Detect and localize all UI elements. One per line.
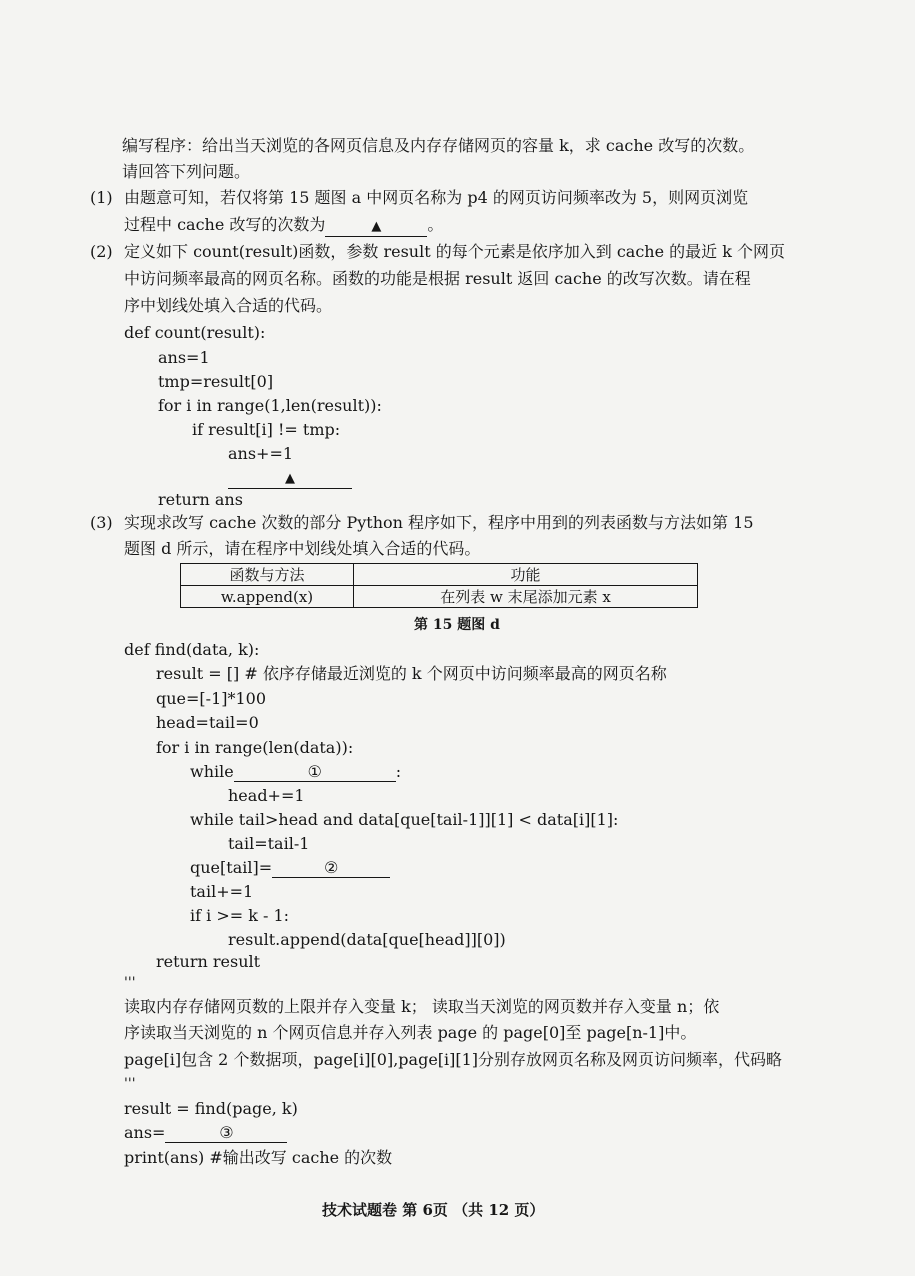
intro-line-1: 编写程序：给出当天浏览的各网页信息及内存存储网页的容量 k，求 cache 改写的次数。 [122,136,755,155]
docstring-open: ''' [124,975,136,991]
q2-code-for: for i in range(1,len(result)): [158,396,382,415]
q2-code-return: return ans [158,490,243,509]
blank-2-marker: ② [323,858,339,877]
table-header-method: 函数与方法 [181,564,354,586]
table-header-row [181,564,698,586]
q3-code-def: def find(data, k): [124,640,260,659]
while-keyword: while [190,762,234,781]
q3-code-que-assign [190,858,390,878]
blank-3-marker: ③ [219,1123,234,1142]
q3-code-return: return result [156,952,261,971]
ans-assign-text: ans= [124,1123,166,1142]
table-header-function: 功能 [354,564,698,586]
q3-code-append: result.append(data[que[head]][0]) [228,930,506,949]
q3-blank-1[interactable] [234,763,396,782]
docstring-line-3: page[i]包含 2 个数据项，page[i][0],page[i][1]分别存放网页名称及网页访问频率，代码略 [124,1050,783,1069]
q3-line-2: 题图 d 所示，请在程序中划线处填入合适的代码。 [124,539,481,558]
q2-line-2: 中访问频率最高的网页名称。函数的功能是根据 result 返回 cache 的改写次数。请在程 [124,269,751,288]
triangle-icon: ▲ [285,471,295,486]
table-row [181,586,698,608]
q3-code-tail-inc: tail+=1 [190,882,254,901]
q2-answer-blank[interactable] [228,468,352,489]
q3-code-ans [124,1123,287,1143]
q3-code-call: result = find(page, k) [124,1099,298,1118]
q3-code-for: for i in range(len(data)): [156,738,354,757]
q2-code-if: if result[i] != tmp: [192,420,341,439]
q1-line-2-text: 过程中 cache 改写的次数为 [124,215,326,234]
docstring-line-2: 序读取当天浏览的 n 个网页信息并存入列表 page 的 page[0]至 page[n-1]中。 [124,1023,697,1042]
q3-blank-3[interactable] [165,1124,287,1143]
docstring-close: ''' [124,1076,136,1092]
q2-number: (2) [90,242,113,261]
table-caption: 第 15 题图 d [414,617,500,633]
q2-code-def: def count(result): [124,323,266,342]
q3-code-print: print(ans) #输出改写 cache 的次数 [124,1148,393,1167]
q1-number: (1) [90,188,113,207]
q3-line-1: 实现求改写 cache 次数的部分 Python 程序如下，程序中用到的列表函数与方法如第 15 [124,513,754,532]
q3-code-if-k: if i >= k - 1: [190,906,290,925]
q1-line-1: 由题意可知，若仅将第 15 题图 a 中网页名称为 p4 的网页访问频率改为 5，则网页浏览 [124,188,749,207]
table-cell-method: w.append(x) [181,586,354,608]
q3-code-while1 [190,762,401,782]
q3-code-que-init: que=[-1]*100 [156,689,267,708]
while-colon: : [395,762,402,781]
q1-line-2 [124,215,443,237]
q3-code-tail-dec: tail=tail-1 [228,834,310,853]
q2-line-1: 定义如下 count(result)函数，参数 result 的每个元素是依序加入到 cache 的最近 k 个网页 [124,242,786,261]
q3-code-result-init: result = [] # 依序存储最近浏览的 k 个网页中访问频率最高的网页名称 [156,664,667,683]
q3-code-while2: while tail>head and data[que[tail-1]][1] < data[i][1]: [190,810,619,829]
q3-code-head-inc: head+=1 [228,786,305,805]
docstring-line-1: 读取内存存储网页数的上限并存入变量 k； 读取当天浏览的网页数并存入变量 n；依 [124,997,720,1016]
que-assign-text: que[tail]= [190,858,273,877]
function-table [180,563,698,608]
q2-code-tmp: tmp=result[0] [158,372,274,391]
q2-code-blank-line [228,467,352,489]
q3-code-head-tail: head=tail=0 [156,713,259,732]
q2-line-3: 序中划线处填入合适的代码。 [124,296,333,315]
q1-answer-blank[interactable] [325,216,427,237]
table-cell-function: 在列表 w 末尾添加元素 x [354,586,698,608]
blank-1-marker: ① [307,762,322,781]
q2-code-ans: ans=1 [158,348,210,367]
triangle-icon: ▲ [371,219,382,234]
q3-number: (3) [90,513,113,532]
q1-line-2-end: 。 [427,215,444,234]
q3-blank-2[interactable] [272,859,390,878]
intro-line-2: 请回答下列问题。 [122,162,251,181]
q2-code-ans-inc: ans+=1 [228,444,294,463]
page-footer: 技术试题卷 第 6页 （共 12 页） [322,1201,545,1219]
